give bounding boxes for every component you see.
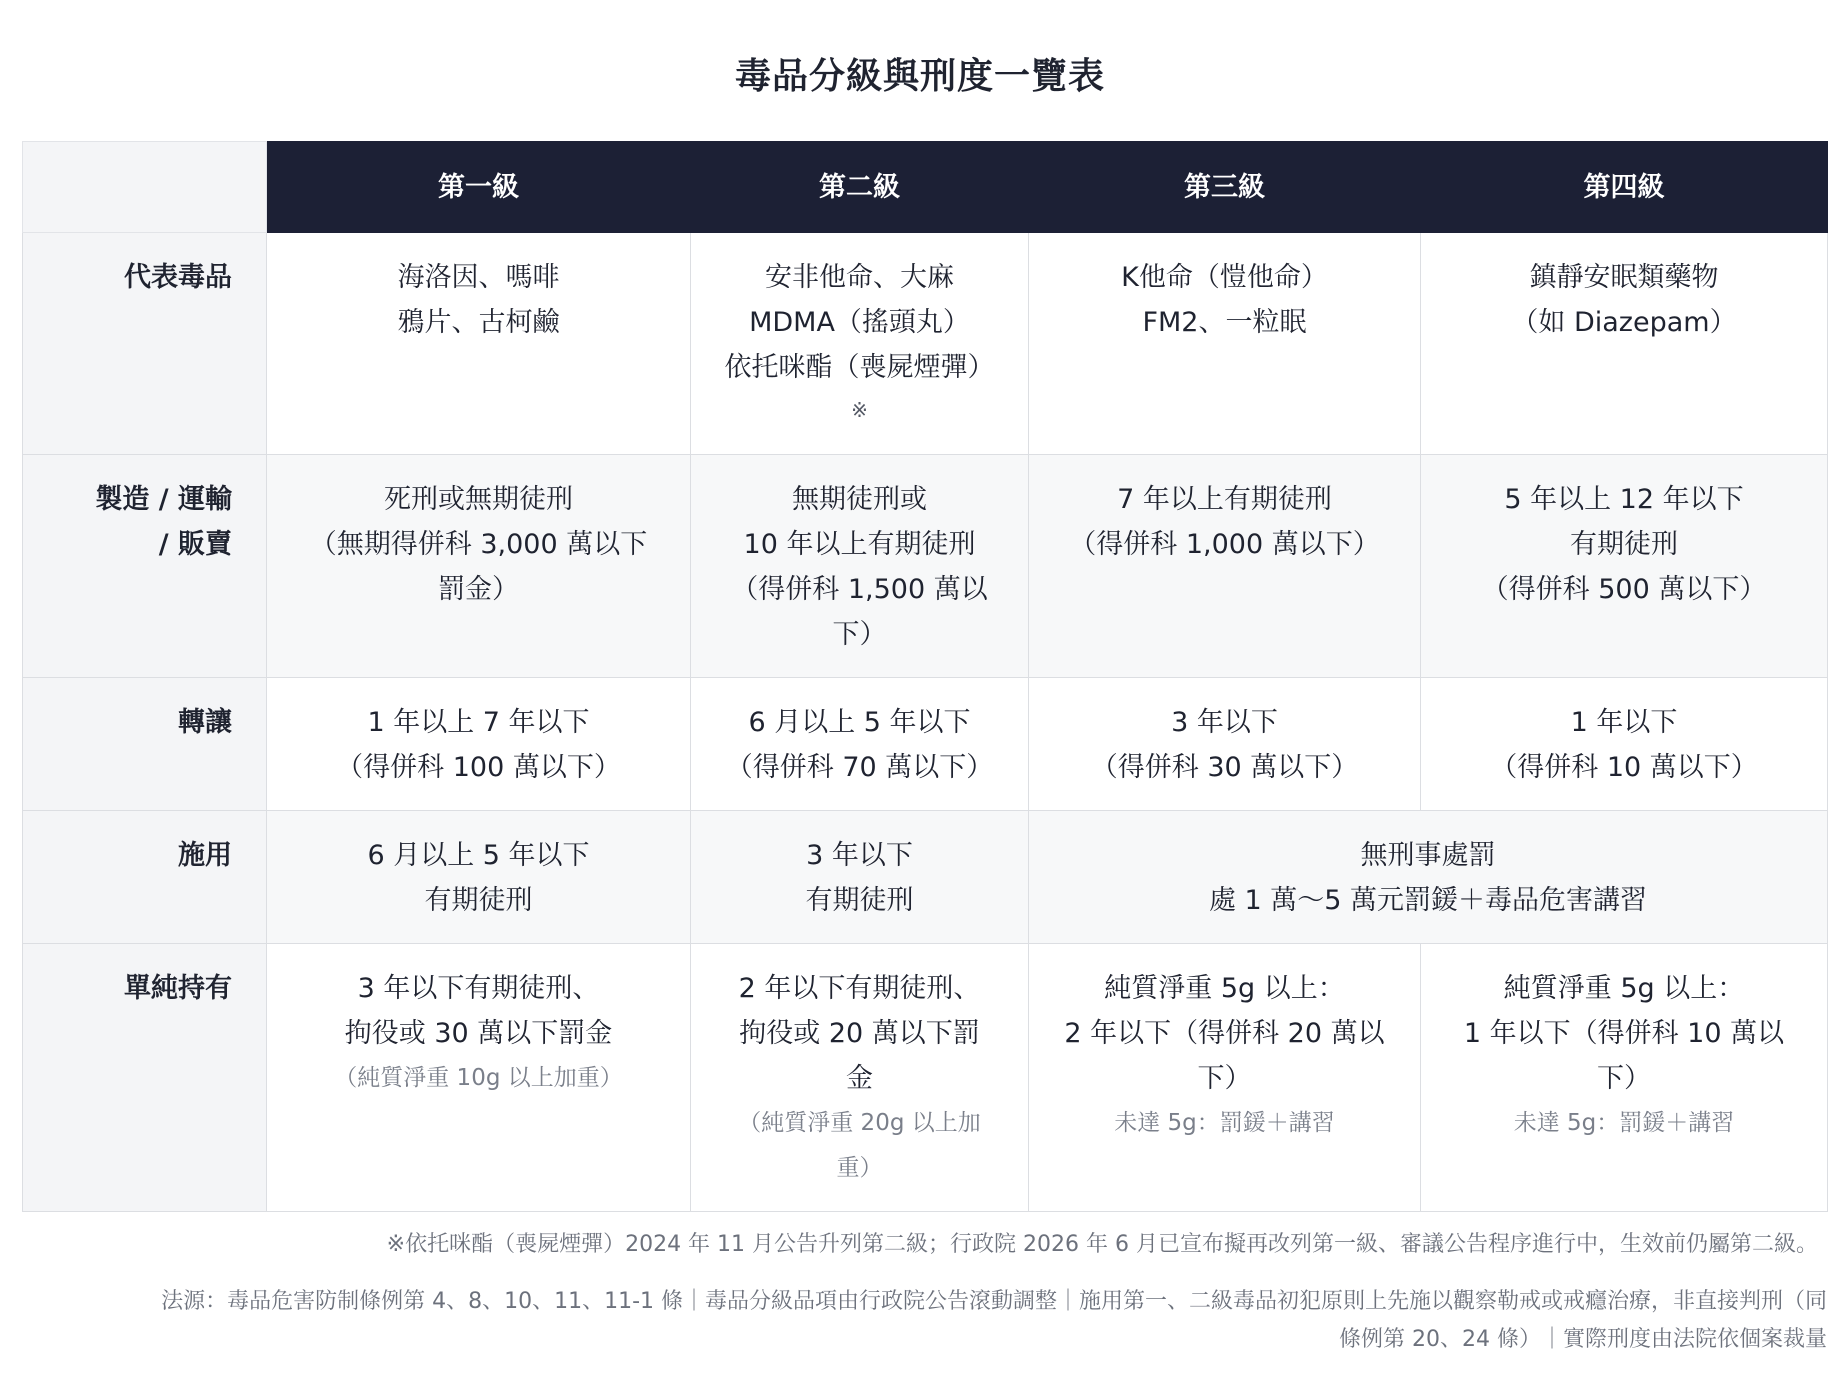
table-cell <box>1029 944 1421 1212</box>
cell-subnote: （純質淨重 20g 以上加 <box>738 1110 981 1136</box>
table-row <box>23 455 1828 678</box>
cell-line: 有期徒刑 <box>805 885 914 916</box>
row-header <box>23 233 267 455</box>
footnote: ※依托咪酯（喪屍煙彈）2024 年 11 月公告升列第二級；行政院 2026 年 6 月已宣布擬再改列第一級、審議公告程序進行中，生效前仍屬第二級。 <box>386 1232 1818 1257</box>
cell-line: （得併科 500 萬以下） <box>1481 574 1767 605</box>
table-cell <box>1029 678 1421 811</box>
cell-line: （得併科 1,500 萬以 <box>731 574 988 605</box>
cell-subnote: 重） <box>836 1155 883 1181</box>
table-row <box>23 944 1828 1212</box>
cell-line: 1 年以上 7 年以下 <box>367 707 590 738</box>
cell-line: 下） <box>832 619 887 650</box>
cell-line: 無刑事處罰 <box>1360 840 1496 871</box>
cell-line: （得併科 10 萬以下） <box>1490 752 1758 783</box>
cell-line: 依托咪酯（喪屍煙彈） <box>724 352 995 383</box>
source-note <box>22 1283 1827 1359</box>
table-cell <box>267 233 691 455</box>
cell-line: 無期徒刑或 <box>792 484 927 515</box>
cell-line: （無期得併科 3,000 萬以下 <box>309 529 648 560</box>
table-cell <box>1421 233 1828 455</box>
cell-line: （得併科 100 萬以下） <box>336 752 621 783</box>
table-cell <box>691 455 1029 678</box>
table-header-row <box>23 142 1828 233</box>
cell-line: 處 1 萬～5 萬元罰鍰＋毒品危害講習 <box>1208 885 1648 916</box>
row-header-line: 單純持有 <box>124 973 232 1004</box>
table-cell <box>1421 455 1828 678</box>
cell-line: （得併科 70 萬以下） <box>725 752 994 783</box>
table-cell <box>1029 233 1421 455</box>
row-header <box>23 944 267 1212</box>
row-header-line: 施用 <box>178 840 232 871</box>
cell-line: 3 年以下 <box>806 840 913 871</box>
cell-line: （得併科 1,000 萬以下） <box>1069 529 1380 560</box>
row-header <box>23 811 267 944</box>
row-header <box>23 678 267 811</box>
cell-line: 死刑或無期徒刑 <box>384 484 573 515</box>
header-level-2: 第二級 <box>691 142 1029 233</box>
cell-line: 罰金） <box>438 574 519 605</box>
cell-line: 1 年以下 <box>1570 707 1678 738</box>
header-corner <box>23 142 267 233</box>
cell-line: 有期徒刑 <box>1570 529 1678 560</box>
table-row <box>23 678 1828 811</box>
cell-line: 2 年以下有期徒刑、 <box>738 973 981 1004</box>
cell-line: 金 <box>846 1063 873 1094</box>
cell-line: 3 年以下有期徒刑、 <box>357 973 600 1004</box>
table-cell <box>1029 811 1828 944</box>
page-title: 毒品分級與刑度一覽表 <box>734 56 1105 97</box>
cell-line: 2 年以下（得併科 20 萬以 <box>1064 1018 1385 1049</box>
table-cell <box>1421 944 1828 1212</box>
cell-line: 下） <box>1597 1063 1651 1094</box>
cell-line: 安非他命、大麻 <box>765 262 954 293</box>
header-level-3: 第三級 <box>1029 142 1421 233</box>
table-cell <box>267 811 691 944</box>
cell-subnote: 未達 5g：罰鍰＋講習 <box>1513 1110 1735 1136</box>
cell-line: （如 Diazepam） <box>1511 307 1737 338</box>
header-level-1: 第一級 <box>267 142 691 233</box>
cell-line: 純質淨重 5g 以上： <box>1503 973 1745 1004</box>
cell-line: （得併科 30 萬以下） <box>1090 752 1359 783</box>
cell-line: 5 年以上 12 年以下 <box>1504 484 1744 515</box>
cell-line: MDMA（搖頭丸） <box>749 307 970 338</box>
footnote-mark: ※ <box>851 398 868 422</box>
cell-line: 拘役或 30 萬以下罰金 <box>344 1018 613 1049</box>
table-cell <box>267 678 691 811</box>
table-cell <box>267 944 691 1212</box>
table-cell <box>691 944 1029 1212</box>
cell-subnote: 未達 5g：罰鍰＋講習 <box>1114 1110 1335 1136</box>
source-line: 條例第 20、24 條）｜實際刑度由法院依個案裁量 <box>1339 1327 1827 1352</box>
drug-penalty-table <box>22 141 1828 1212</box>
cell-line: 鴉片、古柯鹼 <box>397 307 560 338</box>
cell-line: 10 年以上有期徒刑 <box>743 529 976 560</box>
cell-line: 有期徒刑 <box>424 885 533 916</box>
cell-line: 6 月以上 5 年以下 <box>367 840 590 871</box>
source-line: 法源：毒品危害防制條例第 4、8、10、11、11-1 條｜毒品分級品項由行政院公告滾動調整｜施用第一、二級毒品初犯原則上先施以觀察勒戒或戒癮治療，非直接判刑（同 <box>161 1289 1827 1314</box>
row-header-line: / 販賣 <box>158 529 232 560</box>
table-row <box>23 233 1828 455</box>
cell-line: 海洛因、嗎啡 <box>397 262 560 293</box>
cell-line: 拘役或 20 萬以下罰 <box>739 1018 980 1049</box>
row-header <box>23 455 267 678</box>
cell-line: 7 年以上有期徒刑 <box>1117 484 1332 515</box>
table-cell <box>1029 455 1421 678</box>
table-cell <box>691 811 1029 944</box>
cell-subnote: （純質淨重 10g 以上加重） <box>334 1065 623 1091</box>
cell-line: 1 年以下（得併科 10 萬以 <box>1463 1018 1785 1049</box>
cell-line: 下） <box>1197 1063 1252 1094</box>
header-level-4: 第四級 <box>1421 142 1828 233</box>
row-header-line: 製造 / 運輸 <box>95 484 232 515</box>
cell-line: 3 年以下 <box>1171 707 1278 738</box>
row-header-line: 代表毒品 <box>124 262 232 293</box>
table-cell <box>267 455 691 678</box>
cell-line: K他命（愷他命） <box>1121 262 1328 293</box>
row-header-line: 轉讓 <box>178 707 232 738</box>
table-cell <box>691 233 1029 455</box>
table-row <box>23 811 1828 944</box>
table-cell <box>1421 678 1828 811</box>
cell-line: 6 月以上 5 年以下 <box>748 707 971 738</box>
cell-line: 純質淨重 5g 以上： <box>1104 973 1345 1004</box>
table-cell <box>691 678 1029 811</box>
cell-line: FM2、一粒眠 <box>1142 307 1307 338</box>
cell-line: 鎮靜安眠類藥物 <box>1529 262 1719 293</box>
